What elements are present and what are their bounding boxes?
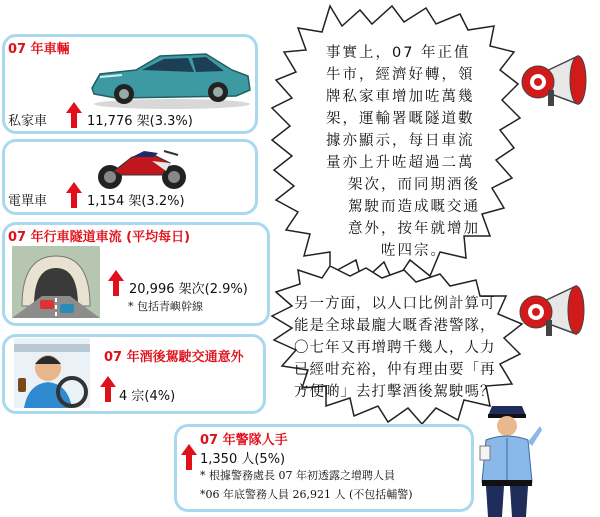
car-icon	[86, 44, 254, 110]
police-title: 07 年警隊人手	[200, 433, 288, 448]
bubble-2-line: 能是全球最龐大嘅香港警隊，	[294, 318, 496, 334]
up-arrow-icon	[100, 376, 116, 402]
bubble-1-line: 意外，按年就增加	[348, 221, 480, 237]
drunk-driver-icon	[14, 338, 90, 408]
megaphone-icon	[514, 280, 598, 346]
up-arrow-icon	[66, 102, 82, 128]
bubble-1-line: 駕駛而造成嘅交通	[348, 199, 480, 215]
drunk-value: 4 宗(4%)	[119, 389, 176, 404]
bubble-1-line: 牛市，經濟好轉，領	[326, 67, 475, 83]
bubble-1-line: 事實上，07 年正值	[326, 45, 471, 61]
bubble-1-line: 架次，而同期酒後	[348, 177, 480, 193]
police-note-1: * 根據警務處長 07 年初透露之增聘人員	[200, 469, 395, 482]
police-note-2: *06 年底警務人員 26,921 人 (不包括輔警)	[200, 488, 413, 501]
private-car-value: 11,776 架(3.3%)	[87, 114, 193, 129]
police-value: 1,350 人(5%)	[200, 452, 286, 467]
bubble-2-text	[294, 293, 516, 403]
cars-title: 07 年車輛	[8, 42, 70, 57]
tunnel-title: 07 年行車隧道車流 (平均每日)	[8, 230, 191, 245]
tunnel-icon	[12, 246, 100, 318]
bubble-1-line: 據亦顯示，每日車流	[326, 133, 475, 149]
drunk-title: 07 年酒後駕駛交通意外	[104, 350, 244, 365]
motorcycle-value: 1,154 架(3.2%)	[87, 194, 185, 209]
bubble-2-line: 〇七年又再增聘千幾人，人力	[294, 340, 496, 356]
up-arrow-icon	[108, 270, 124, 296]
up-arrow-icon	[181, 444, 197, 470]
bubble-2-line: 已經咁充裕，仲有理由要「再	[294, 362, 496, 378]
bubble-1-line: 咗四宗。	[381, 243, 447, 259]
motorcycle-icon	[92, 141, 192, 191]
bubble-2-line: 另一方面，以人口比例計算可	[294, 296, 496, 312]
private-car-label: 私家車	[8, 114, 48, 129]
megaphone-icon	[516, 50, 600, 116]
bubble-1-line: 量亦上升咗超過二萬	[326, 155, 475, 171]
tunnel-value: 20,996 架次(2.9%)	[129, 282, 248, 297]
tunnel-note: * 包括青嶼幹線	[128, 300, 203, 313]
motorcycle-label: 電單車	[8, 194, 48, 209]
up-arrow-icon	[66, 182, 82, 208]
bubble-1-line: 架，運輸署嘅隧道數	[326, 111, 475, 127]
bubble-2-line: 方便啲」去打擊酒後駕駛嗎？	[294, 384, 496, 400]
bubble-1-text	[326, 42, 502, 262]
bubble-1-line: 牌私家車增加咗萬幾	[326, 89, 475, 105]
